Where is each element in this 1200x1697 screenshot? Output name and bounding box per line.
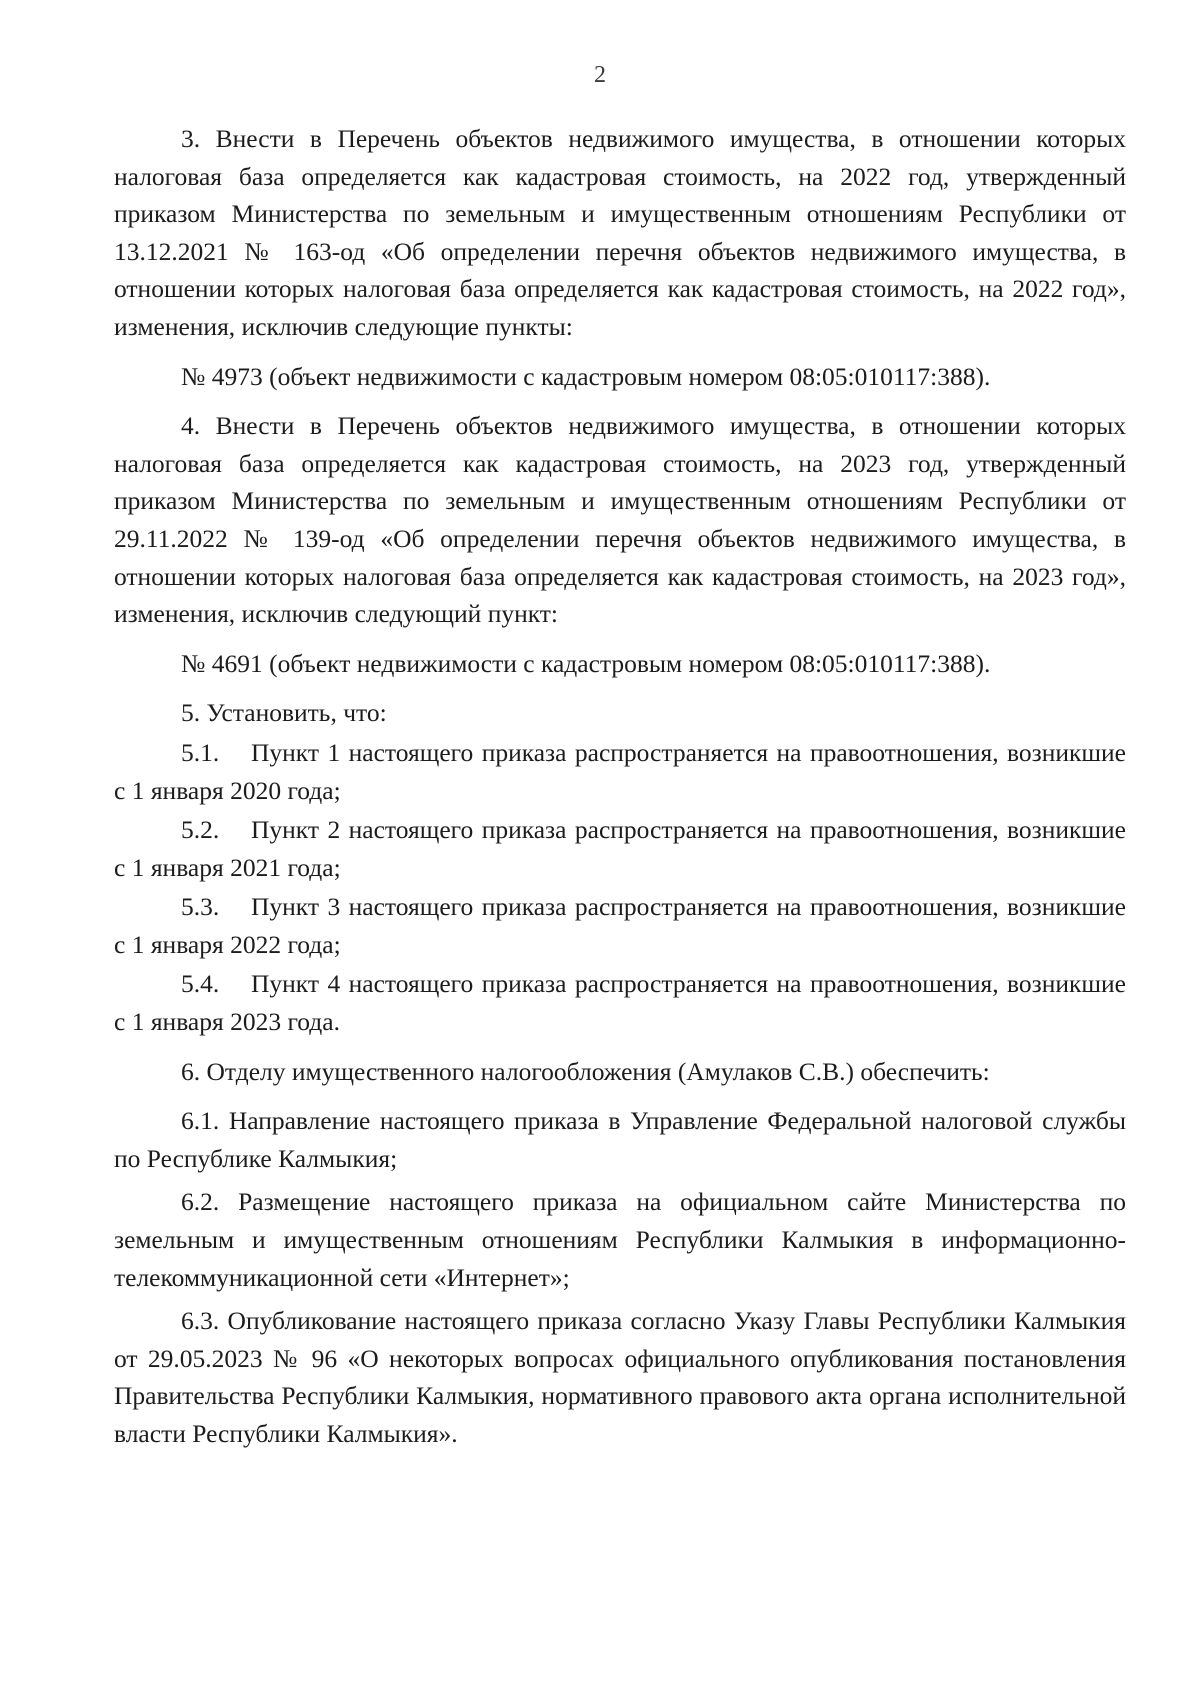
paragraph-item-6: 6. Отделу имущественного налогообложения (Амулаков С.В.) обеспечить: bbox=[181, 1056, 990, 1086]
subparagraph-text: Пункт 2 настоящего приказа распространяется на правоотношения, возникшие с 1 января 2021 года; bbox=[114, 815, 1126, 882]
subparagraph-6-1: 6.1. Направление настоящего приказа в Управление Федеральной налоговой службы по Республике Калмыкия; bbox=[114, 1106, 1126, 1173]
subparagraph-5-3 bbox=[114, 888, 1126, 963]
subparagraph-6-3: 6.3. Опубликование настоящего приказа согласно Указу Главы Республики Калмыкия от 29.05.2023 № 96 «О некоторых вопросах официального опубликования постановления Правительства Республики Калмыкия, нормативного правового акта органа исполнительной власти Республики Калмыкия». bbox=[114, 1306, 1126, 1448]
subparagraph-number: 5.3. bbox=[181, 892, 220, 922]
paragraph-item-3: 3. Внести в Перечень объектов недвижимого имущества, в отношении которых налоговая база определяется как кадастровая стоимость, на 2022 год, утвержденный приказом Министерства по земельным и имущественным отношениям Республики от 13.12.2021 № 163-од «Об определении перечня объектов недвижимого имущества, в отношении которых налоговая база определяется как кадастровая стоимость, на 2022 год», изменения, исключив следующие пункты: bbox=[114, 124, 1126, 341]
excluded-item-4973: № 4973 (объект недвижимости с кадастровым номером 08:05:010117:388). bbox=[181, 361, 991, 391]
subparagraph-number: 5.1. bbox=[181, 737, 220, 767]
subparagraph-number: 5.2. bbox=[181, 815, 220, 845]
paragraph-item-5: 5. Установить, что: bbox=[181, 698, 387, 728]
subparagraph-text: Пункт 1 настоящего приказа распространяется на правоотношения, возникшие с 1 января 2020 года; bbox=[114, 737, 1126, 805]
subparagraph-text: Пункт 4 настоящего приказа распространяется на правоотношения, возникшие с 1 января 2023 года. bbox=[114, 969, 1126, 1037]
document-body bbox=[114, 120, 1126, 1453]
subparagraph-5-1 bbox=[114, 734, 1126, 809]
subparagraph-5-4 bbox=[114, 965, 1126, 1040]
subparagraph-6-2: 6.2. Размещение настоящего приказа на официальном сайте Министерства по земельным и имущественным отношениям Республики Калмыкия в информационно-телекоммуникационной сети «Интернет»; bbox=[114, 1187, 1126, 1292]
paragraph-item-4: 4. Внести в Перечень объектов недвижимого имущества, в отношении которых налоговая база определяется как кадастровая стоимость, на 2023 год, утвержденный приказом Министерства по земельным и имущественным отношениям Республики от 29.11.2022 № 139-од «Об определении перечня объектов недвижимого имущества, в отношении которых налоговая база определяется как кадастровая стоимость, на 2023 год», изменения, исключив следующий пункт: bbox=[114, 411, 1126, 629]
page-number: 2 bbox=[594, 62, 606, 88]
subparagraph-number: 5.4. bbox=[181, 969, 220, 999]
excluded-item-4691: № 4691 (объект недвижимости с кадастровым номером 08:05:010117:388). bbox=[181, 648, 991, 678]
subparagraph-text: Пункт 3 настоящего приказа распространяется на правоотношения, возникшие с 1 января 2022 года; bbox=[114, 892, 1126, 959]
subparagraph-5-2 bbox=[114, 811, 1126, 886]
